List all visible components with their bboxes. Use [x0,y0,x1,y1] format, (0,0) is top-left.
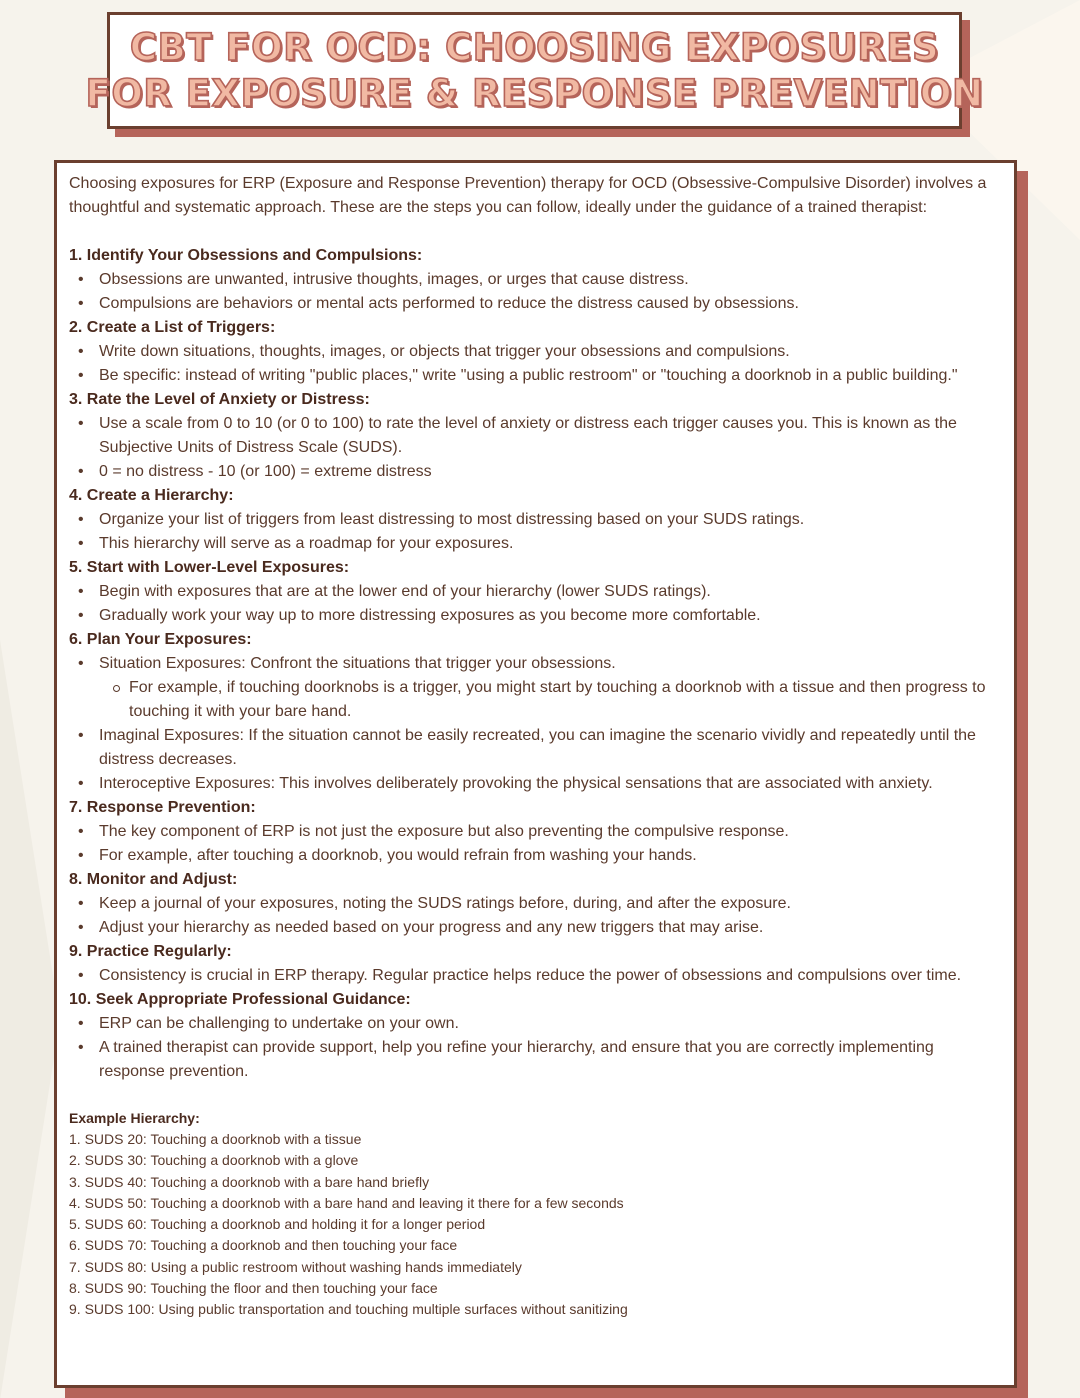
bullet-text: Adjust your hierarchy as needed based on your progress and any new triggers that may arise. [99,919,764,936]
step-title: 5. Start with Lower-Level Exposures: [69,559,350,576]
example-hierarchy-title: Example Hierarchy: [69,1110,200,1126]
bullet-text: Gradually work your way up to more distressing exposures as you become more comfortable. [99,607,761,624]
bullet-text: Imaginal Exposures: If the situation cannot be easily recreated, you can imagine the scenario vividly and repeatedly until the distress decreases. [99,727,976,768]
step-bullets [69,1012,1002,1084]
step-section [69,484,1002,556]
bullet-item [69,580,1002,604]
bullet-item [69,820,1002,844]
bullet-text: Obsessions are unwanted, intrusive thoughts, images, or urges that cause distress. [99,271,689,288]
step-bullets [69,820,1002,868]
step-section [69,316,1002,388]
step-section [69,988,1002,1084]
bullet-text: Interoceptive Exposures: This involves deliberately provoking the physical sensations that are associated with anxiety. [99,775,933,792]
step-section [69,628,1002,796]
bullet-item [69,1012,1002,1036]
example-item: 8. SUDS 90: Touching the floor and then touching your face [69,1280,438,1297]
bullet-item [69,412,1002,460]
bullet-item [69,508,1002,532]
title-line-1: CBT FOR OCD: CHOOSING EXPOSURES [129,25,940,69]
content-panel [54,160,1017,1388]
bullet-item [69,772,1002,796]
intro-paragraph: Choosing exposures for ERP (Exposure and Response Prevention) therapy for OCD (Obsessive-Compulsive Disorder) involves a thoughtful and systematic approach. These are the steps you can follow, ideally under the guidance of a trained therapist: [69,175,987,216]
step-bullets [69,412,1002,484]
step-title: 4. Create a Hierarchy: [69,487,234,504]
example-item: 9. SUDS 100: Using public transportation and touching multiple surfaces without sanitizing [69,1301,628,1318]
bullet-text: Begin with exposures that are at the lower end of your hierarchy (lower SUDS ratings). [99,583,711,600]
sub-bullet-item: For example, if touching doorknobs is a trigger, you might start by touching a doorknob with a tissue and then progress to touching it with your bare hand. [99,676,1002,724]
bullet-text: 0 = no distress - 10 (or 100) = extreme distress [99,463,432,480]
bullet-text: ERP can be challenging to undertake on your own. [99,1015,459,1032]
example-item: 1. SUDS 20: Touching a doorknob with a tissue [69,1131,362,1147]
example-item: 4. SUDS 50: Touching a doorknob with a bare hand and leaving it there for a few seconds [69,1194,624,1211]
example-item: 7. SUDS 80: Using a public restroom without washing hands immediately [69,1258,522,1275]
step-bullets [69,340,1002,388]
step-title: 1. Identify Your Obsessions and Compulsions: [69,247,423,264]
bullet-text: Use a scale from 0 to 10 (or 0 to 100) to rate the level of anxiety or distress each trigger causes you. This is known as the Subjective Units of Distress Scale (SUDS). [99,415,957,456]
title-line-2: FOR EXPOSURE & RESPONSE PREVENTION [85,71,984,115]
step-bullets [69,580,1002,628]
bullet-item [69,1036,1002,1084]
step-title: 6. Plan Your Exposures: [69,631,252,648]
bullet-item [69,532,1002,556]
step-bullets [69,892,1002,940]
bullet-item [69,460,1002,484]
step-section [69,796,1002,868]
sub-bullets [99,676,1002,724]
bullet-item [69,652,1002,724]
bullet-item [69,292,1002,316]
step-section [69,244,1002,316]
bullet-text: Keep a journal of your exposures, noting the SUDS ratings before, during, and after the exposure. [99,895,791,912]
bullet-text: The key component of ERP is not just the exposure but also preventing the compulsive response. [99,823,789,840]
bullet-text: Compulsions are behaviors or mental acts performed to reduce the distress caused by obsessions. [99,295,799,312]
bullet-item [69,268,1002,292]
step-bullets [69,508,1002,556]
step-section [69,940,1002,988]
step-section [69,868,1002,940]
step-title: 7. Response Prevention: [69,799,256,816]
example-item: 2. SUDS 30: Touching a doorknob with a glove [69,1152,359,1169]
bullet-text: A trained therapist can provide support, help you refine your hierarchy, and ensure that you are correctly implementing response prevention. [99,1039,934,1080]
step-title: 2. Create a List of Triggers: [69,319,276,336]
bullet-text: Consistency is crucial in ERP therapy. Regular practice helps reduce the power of obsessions and compulsions over time. [99,967,962,984]
bullet-item [69,844,1002,868]
step-section [69,556,1002,628]
step-title: 9. Practice Regularly: [69,943,232,960]
step-title: 3. Rate the Level of Anxiety or Distress: [69,391,370,408]
step-bullets [69,652,1002,796]
bullet-text: Situation Exposures: Confront the situations that trigger your obsessions. [99,655,616,672]
bullet-item [69,916,1002,940]
example-item: 3. SUDS 40: Touching a doorknob with a bare hand briefly [69,1173,430,1190]
steps-list [69,244,1002,1084]
title-banner [85,12,984,129]
bullet-item [69,892,1002,916]
bullet-text: Be specific: instead of writing "public places," write "using a public restroom" or "touching a doorknob in a public building." [99,367,958,384]
bullet-text: Write down situations, thoughts, images, or objects that trigger your obsessions and compulsions. [99,343,790,360]
bullet-item [69,340,1002,364]
bullet-item [69,964,1002,988]
background-shape-left [0,640,60,1398]
bullet-text: For example, after touching a doorknob, you would refrain from washing your hands. [99,847,697,864]
bullet-text: This hierarchy will serve as a roadmap for your exposures. [99,535,514,552]
bullet-item [69,604,1002,628]
example-hierarchy [69,1108,1002,1321]
step-section [69,388,1002,484]
bullet-text: Organize your list of triggers from least distressing to most distressing based on your SUDS ratings. [99,511,805,528]
step-bullets [69,964,1002,988]
bullet-item [69,364,1002,388]
step-title: 10. Seek Appropriate Professional Guidance: [69,991,411,1008]
example-item: 5. SUDS 60: Touching a doorknob and holding it for a longer period [69,1216,486,1233]
bullet-item [69,724,1002,772]
step-bullets [69,268,1002,316]
step-title: 8. Monitor and Adjust: [69,871,238,888]
example-item: 6. SUDS 70: Touching a doorknob and then touching your face [69,1237,458,1254]
example-hierarchy-items [69,1129,1002,1321]
